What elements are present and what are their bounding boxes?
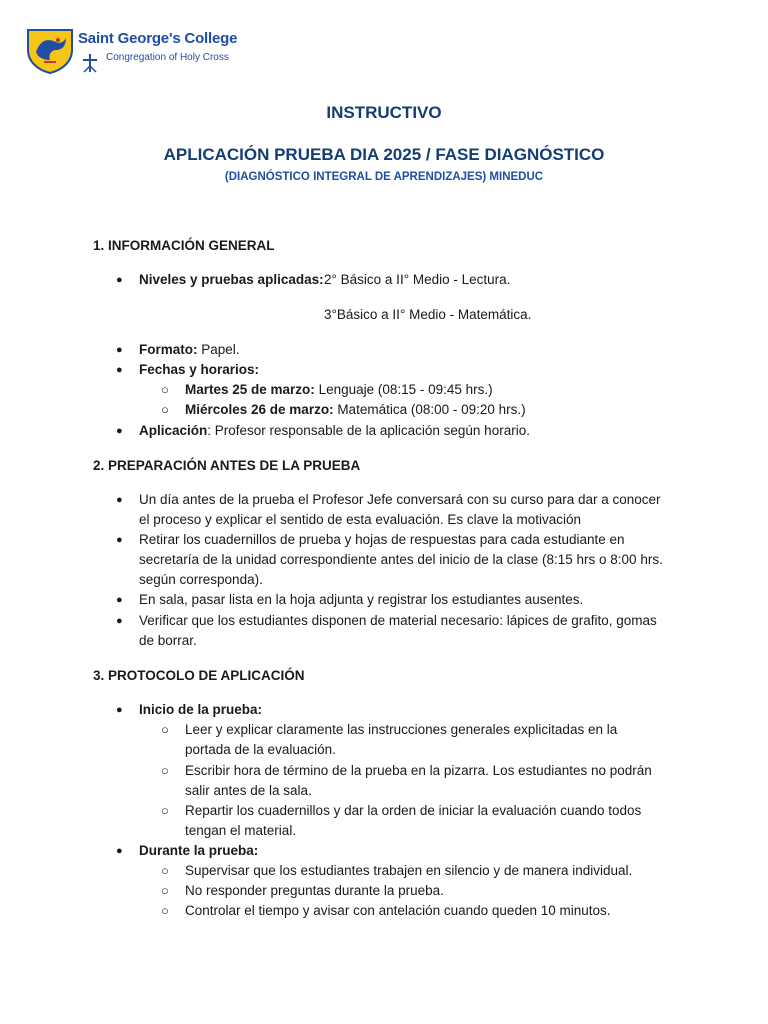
list-item-fecha-martes <box>185 380 685 400</box>
bullet-icon: ● <box>116 364 123 376</box>
inicio-item-3-line-2: tengan el material. <box>185 823 297 838</box>
bullet-icon: ● <box>116 274 123 286</box>
bullet-icon: ● <box>116 425 123 437</box>
inicio-item-1-line-2: portada de la evaluación. <box>185 742 336 757</box>
aplicacion-label: Aplicación <box>139 423 208 438</box>
section-heading-preparacion: 2. PREPARACIÓN ANTES DE LA PRUEBA <box>93 458 361 473</box>
bullet-icon: ● <box>116 594 123 606</box>
prep-item-2-line-3: según corresponda). <box>139 572 263 587</box>
sub-bullet-icon: ○ <box>161 382 169 397</box>
durante-label: Durante la prueba: <box>139 843 259 858</box>
prep-item-3-line-1: En sala, pasar lista en la hoja adjunta y registrar los estudiantes ausentes. <box>139 592 584 607</box>
bullet-icon: ● <box>116 845 123 857</box>
sub-bullet-icon: ○ <box>161 803 169 818</box>
bullet-icon: ● <box>116 344 123 356</box>
inicio-item-3-line-1: Repartir los cuadernillos y dar la orden de iniciar la evaluación cuando todos <box>185 803 642 818</box>
list-item-fecha-miercoles <box>185 400 685 420</box>
niveles-label: Niveles y pruebas aplicadas: <box>139 272 324 287</box>
inicio-item-2-line-2: salir antes de la sala. <box>185 783 312 798</box>
holy-cross-icon <box>78 52 102 74</box>
fecha2-label: Miércoles 26 de marzo: <box>185 402 334 417</box>
sub-bullet-icon: ○ <box>161 903 169 918</box>
college-header <box>26 28 286 74</box>
section-heading-informacion-general: 1. INFORMACIÓN GENERAL <box>93 238 275 253</box>
sub-bullet-icon: ○ <box>161 863 169 878</box>
prep-item-1-line-2: el proceso y explicar el sentido de esta evaluación. Es clave la motivación <box>139 512 581 527</box>
fecha2-value: Matemática (08:00 - 09:20 hrs.) <box>333 402 526 417</box>
fechas-label: Fechas y horarios: <box>139 362 260 377</box>
bullet-icon: ● <box>116 534 123 546</box>
prep-item-1-line-1: Un día antes de la prueba el Profesor Jefe conversará con su curso para dar a conocer <box>139 492 661 507</box>
sub-bullet-icon: ○ <box>161 722 169 737</box>
list-item-formato <box>139 340 679 360</box>
fecha1-label: Martes 25 de marzo: <box>185 382 315 397</box>
niveles-lectura: 2° Básico a II° Medio - Lectura. <box>324 272 511 287</box>
document-title: INSTRUCTIVO <box>326 103 442 122</box>
prep-item-2-line-1: Retirar los cuadernillos de prueba y hojas de respuestas para cada estudiante en <box>139 532 625 547</box>
list-item-aplicacion <box>139 421 679 441</box>
durante-item-2: No responder preguntas durante la prueba. <box>185 883 444 898</box>
bullet-icon: ● <box>116 615 123 627</box>
document-subtitle: APLICACIÓN PRUEBA DIA 2025 / FASE DIAGNÓSTICO <box>163 145 605 164</box>
aplicacion-value: : Profesor responsable de la aplicación según horario. <box>207 423 530 438</box>
section-heading-protocolo: 3. PROTOCOLO DE APLICACIÓN <box>93 668 305 683</box>
durante-item-1: Supervisar que los estudiantes trabajen en silencio y de manera individual. <box>185 863 633 878</box>
school-subtitle: Congregation of Holy Cross <box>106 52 229 63</box>
school-name: Saint George's College <box>78 30 238 47</box>
prep-item-4-line-1: Verificar que los estudiantes disponen de material necesario: lápices de grafito, gomas <box>139 613 657 628</box>
sub-bullet-icon: ○ <box>161 763 169 778</box>
sub-bullet-icon: ○ <box>161 402 169 417</box>
document-subtitle-detail: (DIAGNÓSTICO INTEGRAL DE APRENDIZAJES) MINEDUC <box>224 171 544 183</box>
durante-item-3: Controlar el tiempo y avisar con antelación cuando queden 10 minutos. <box>185 903 611 918</box>
fecha1-value: Lenguaje (08:15 - 09:45 hrs.) <box>314 382 493 397</box>
prep-item-4-line-2: de borrar. <box>139 633 197 648</box>
inicio-item-2-line-1: Escribir hora de término de la prueba en la pizarra. Los estudiantes no podrán <box>185 763 652 778</box>
formato-value: Papel. <box>197 342 240 357</box>
school-shield-logo <box>26 28 74 74</box>
inicio-label: Inicio de la prueba: <box>139 702 263 717</box>
niveles-matematica: 3°Básico a II° Medio - Matemática. <box>324 307 532 322</box>
formato-label: Formato: <box>139 342 198 357</box>
prep-item-2-line-2: secretaría de la unidad correspondiente antes del inicio de la clase (8:15 hrs o 8:00 hrs. <box>139 552 663 567</box>
inicio-item-1-line-1: Leer y explicar claramente las instrucciones generales explicitadas en la <box>185 722 618 737</box>
sub-bullet-icon: ○ <box>161 883 169 898</box>
bullet-icon: ● <box>116 704 123 716</box>
bullet-icon: ● <box>116 494 123 506</box>
